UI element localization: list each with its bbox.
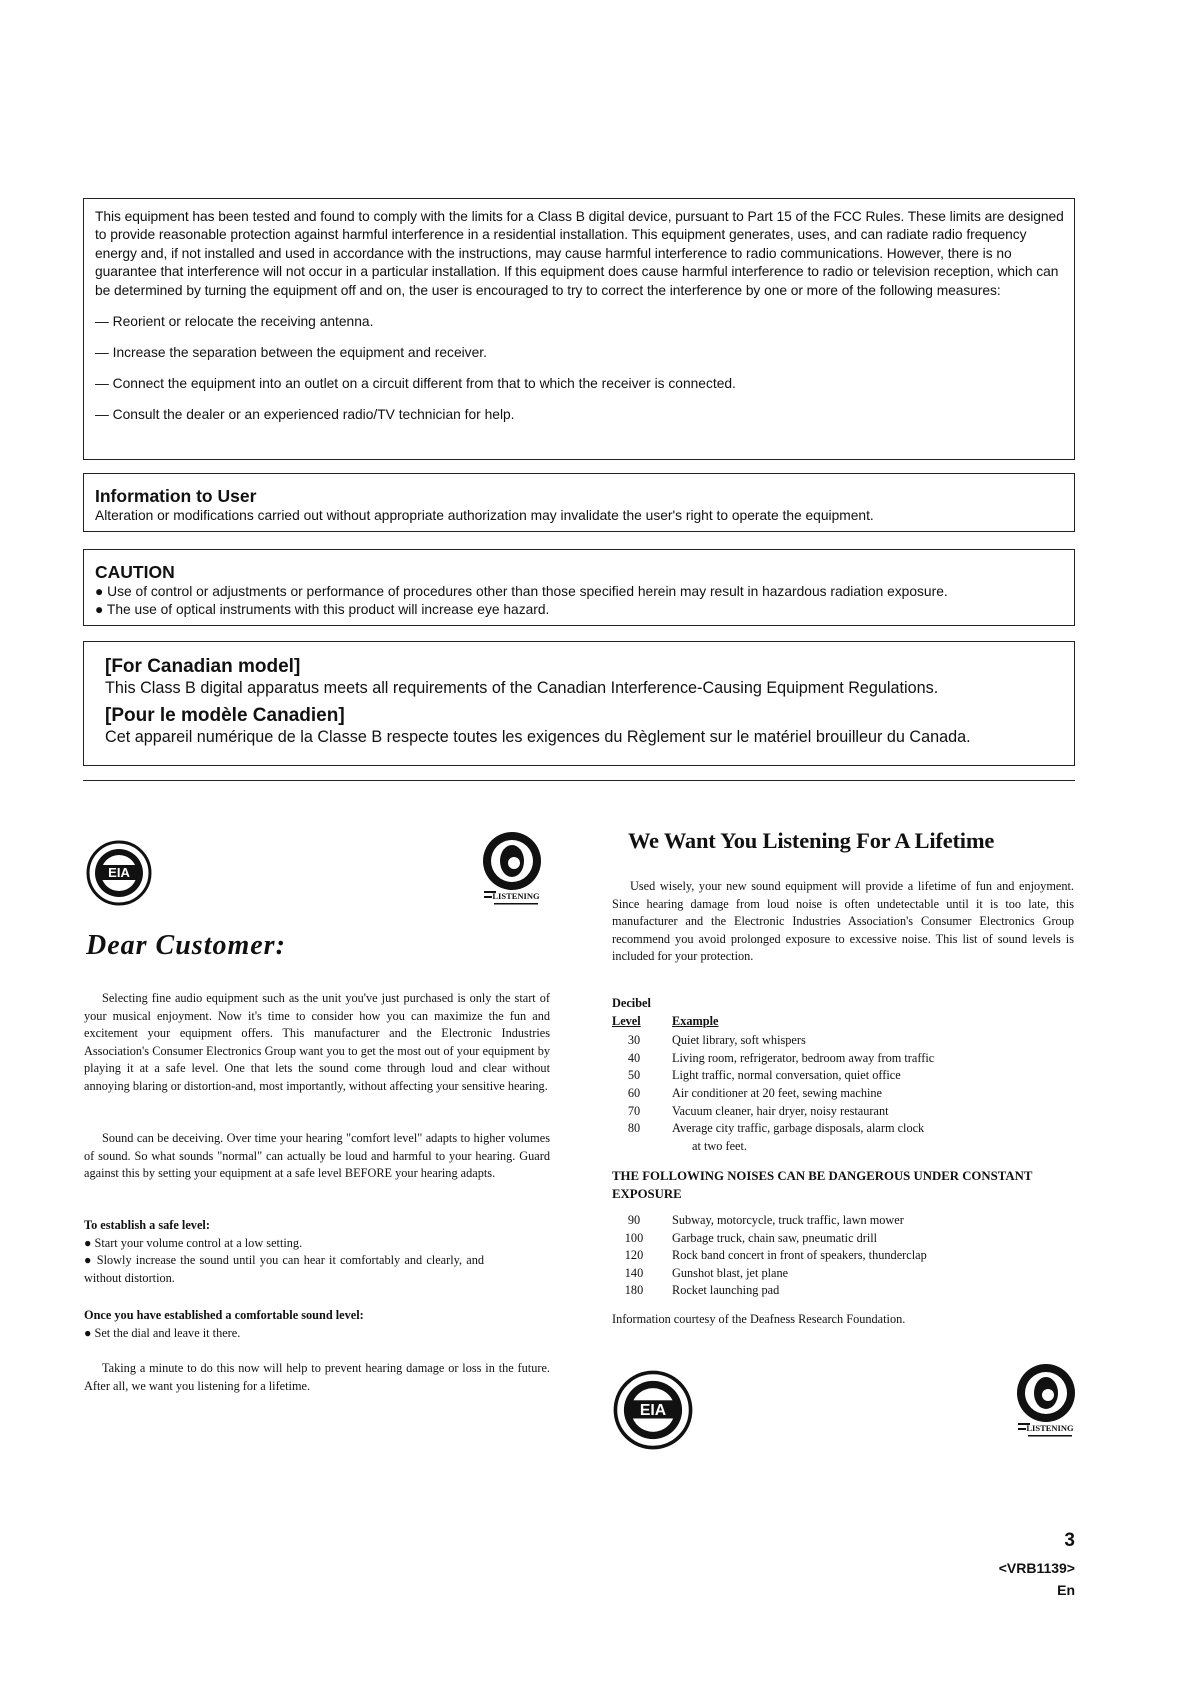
safe-level-title: To establish a safe level: — [84, 1218, 210, 1232]
decibel-value: 140 — [624, 1265, 644, 1280]
decibel-value: 180 — [624, 1283, 644, 1298]
listening-logo — [478, 827, 542, 914]
dear-customer-paragraph — [84, 990, 550, 1096]
paragraph-text: Taking a minute to do this now will help to prevent hearing damage or loss in the future. After all, we want you listening for a lifetime. — [84, 1361, 550, 1393]
dear-customer-closing — [84, 1360, 550, 1395]
decibel-value: 120 — [624, 1248, 644, 1263]
caution-title: CAUTION — [95, 562, 175, 582]
safe-level-item: ● Slowly increase the sound until you can hear it comfortably and clearly, and without distortion. — [84, 1253, 484, 1285]
table-row — [612, 1138, 1092, 1156]
example-header: Example — [672, 1013, 719, 1028]
table-row — [612, 1032, 1092, 1050]
table-row — [612, 1050, 1092, 1068]
decibel-value: 30 — [627, 1033, 641, 1048]
decibel-table — [612, 995, 1092, 1155]
canadian-model-box — [83, 641, 1075, 766]
document-code: <VRB1139> — [998, 1560, 1075, 1576]
svg-text:EIA: EIA — [108, 865, 130, 880]
table-row — [612, 1103, 1092, 1121]
danger-table — [612, 1212, 1072, 1300]
page-number: 3 — [1064, 1530, 1075, 1551]
comfortable-level-item: ● Set the dial and leave it there. — [84, 1325, 241, 1340]
example-text: Vacuum cleaner, hair dryer, noisy restaurant — [672, 1103, 889, 1118]
table-row — [612, 1230, 1072, 1248]
language-code: En — [1057, 1582, 1075, 1598]
fcc-notice-box — [83, 198, 1075, 460]
decibel-value: 80 — [627, 1121, 641, 1136]
eia-logo — [86, 840, 152, 911]
example-text: Rock band concert in front of speakers, thunderclap — [672, 1248, 927, 1263]
canadian-title-en: [For Canadian model] — [105, 656, 301, 677]
decibel-value: 40 — [627, 1050, 641, 1065]
example-text: at two feet. — [692, 1138, 747, 1153]
canadian-title-fr: [Pour le modèle Canadien] — [105, 705, 345, 726]
eia-logo — [613, 1370, 693, 1455]
table-row — [612, 1247, 1072, 1265]
table-row — [612, 1067, 1092, 1085]
canadian-text-en: This Class B digital apparatus meets all requirements of the Canadian Interference-Causing Equipment Regulations. — [105, 679, 939, 697]
decibel-value: 60 — [627, 1085, 641, 1100]
info-to-user-title: Information to User — [95, 486, 257, 506]
danger-levels — [612, 1212, 1072, 1300]
decibel-header: Decibel — [612, 996, 651, 1010]
info-to-user-box — [83, 473, 1075, 532]
lifetime-intro — [612, 878, 1074, 966]
example-text: Air conditioner at 20 feet, sewing machine — [672, 1085, 883, 1100]
dear-customer-greeting: Dear Customer: — [86, 930, 286, 961]
table-row — [612, 1120, 1092, 1138]
comfortable-level-section — [84, 1307, 550, 1342]
dear-customer-paragraph — [84, 1130, 550, 1183]
example-text: Gunshot blast, jet plane — [672, 1265, 789, 1280]
svg-text:LISTENING: LISTENING — [492, 891, 540, 901]
decibel-value — [612, 1138, 672, 1156]
decibel-value: 90 — [627, 1213, 641, 1227]
decibel-value: 50 — [627, 1068, 641, 1083]
example-text: Garbage truck, chain saw, pneumatic drill — [672, 1230, 878, 1245]
listening-logo — [1012, 1355, 1076, 1450]
fcc-measure: — Consult the dealer or an experienced radio/TV technician for help. — [95, 407, 515, 423]
example-text: Quiet library, soft whispers — [672, 1033, 806, 1048]
table-row — [612, 1085, 1092, 1103]
safe-level-section — [84, 1217, 550, 1287]
caution-box — [83, 549, 1075, 626]
info-to-user-text: Alteration or modifications carried out without appropriate authorization may invalidate the user's right to operate the equipment. — [95, 508, 874, 523]
fcc-measure: — Connect the equipment into an outlet on a circuit different from that to which the receiver is connected. — [95, 376, 736, 392]
safe-level-item: ● Start your volume control at a low setting. — [84, 1235, 303, 1250]
canadian-text-fr: Cet appareil numérique de la Classe B respecte toutes les exigences du Règlement sur le matériel brouilleur du Canada. — [105, 728, 971, 746]
example-text: Living room, refrigerator, bedroom away from traffic — [672, 1050, 935, 1065]
svg-text:EIA: EIA — [639, 1401, 667, 1419]
table-row — [612, 1212, 1072, 1230]
courtesy-note: Information courtesy of the Deafness Research Foundation. — [612, 1312, 906, 1326]
example-text: Average city traffic, garbage disposals, alarm clock — [672, 1121, 925, 1136]
paragraph-text: Used wisely, your new sound equipment will provide a lifetime of fun and enjoyment. Since hearing damage from loud noise is often undetectable until it is too late, this manufacturer and the Electronic Industries Association's Consumer Electronics Group recommend you avoid prolonged exposure to excessive noise. This list of sound levels is included for your protection. — [612, 879, 1074, 964]
section-divider — [83, 780, 1075, 781]
example-text: Light traffic, normal conversation, quiet office — [672, 1068, 901, 1083]
table-row — [612, 1265, 1072, 1283]
caution-item: ● The use of optical instruments with this product will increase eye hazard. — [95, 602, 550, 617]
decibel-value: 100 — [624, 1230, 644, 1245]
danger-title: THE FOLLOWING NOISES CAN BE DANGEROUS UNDER CONSTANT EXPOSURE — [612, 1169, 1033, 1201]
caution-item: ● Use of control or adjustments or performance of procedures other than those specified herein may result in hazardous radiation exposure. — [95, 584, 948, 599]
lifetime-title: We Want You Listening For A Lifetime — [628, 828, 995, 853]
paragraph-text: Sound can be deceiving. Over time your hearing "comfort level" adapts to higher volumes of sound. So what sounds "normal" can actually be loud and harmful to your hearing. Guard against this by setting your equipment at a safe level BEFORE your hearing adapts. — [84, 1131, 550, 1181]
paragraph-text: Selecting fine audio equipment such as the unit you've just purchased is only the start of your musical enjoyment. Now it's time to consider how you can maximize the fun and excitement your equipment offers. This manufacturer and the Electronic Industries Association's Consumer Electronics Group want you to get the most out of your equipment by playing it at a safe level. One that lets the sound come through loud and clear without annoying blaring or distortion-and, most importantly, without affecting your sensitive hearing. — [84, 991, 550, 1093]
comfortable-level-title: Once you have established a comfortable sound level: — [84, 1308, 364, 1322]
decibel-value: 70 — [627, 1103, 641, 1118]
decibel-levels — [612, 1032, 1092, 1155]
svg-text:LISTENING: LISTENING — [1026, 1423, 1074, 1433]
fcc-measure: — Increase the separation between the equipment and receiver. — [95, 345, 487, 361]
table-row — [612, 1282, 1072, 1300]
example-text: Subway, motorcycle, truck traffic, lawn mower — [672, 1213, 904, 1227]
fcc-paragraph: This equipment has been tested and found to comply with the limits for a Class B digital device, pursuant to Part 15 of the FCC Rules. These limits are designed to provide reasonable protection against harmful interference in a residential installation. This equipment generates, uses, and can radiate radio frequency energy and, if not installed and used in accordance with the instructions, may cause harmful interference to radio communications. However, there is no guarantee that interference will not occur in a particular installation. If this equipment does cause harmful interference to radio or television reception, which can be determined by turning the equipment off and on, the user is encouraged to try to correct the interference by one or more of the following measures: — [95, 209, 1064, 298]
level-header: Level — [612, 1013, 641, 1028]
example-text: Rocket launching pad — [672, 1283, 780, 1298]
fcc-measure: — Reorient or relocate the receiving antenna. — [95, 314, 374, 330]
